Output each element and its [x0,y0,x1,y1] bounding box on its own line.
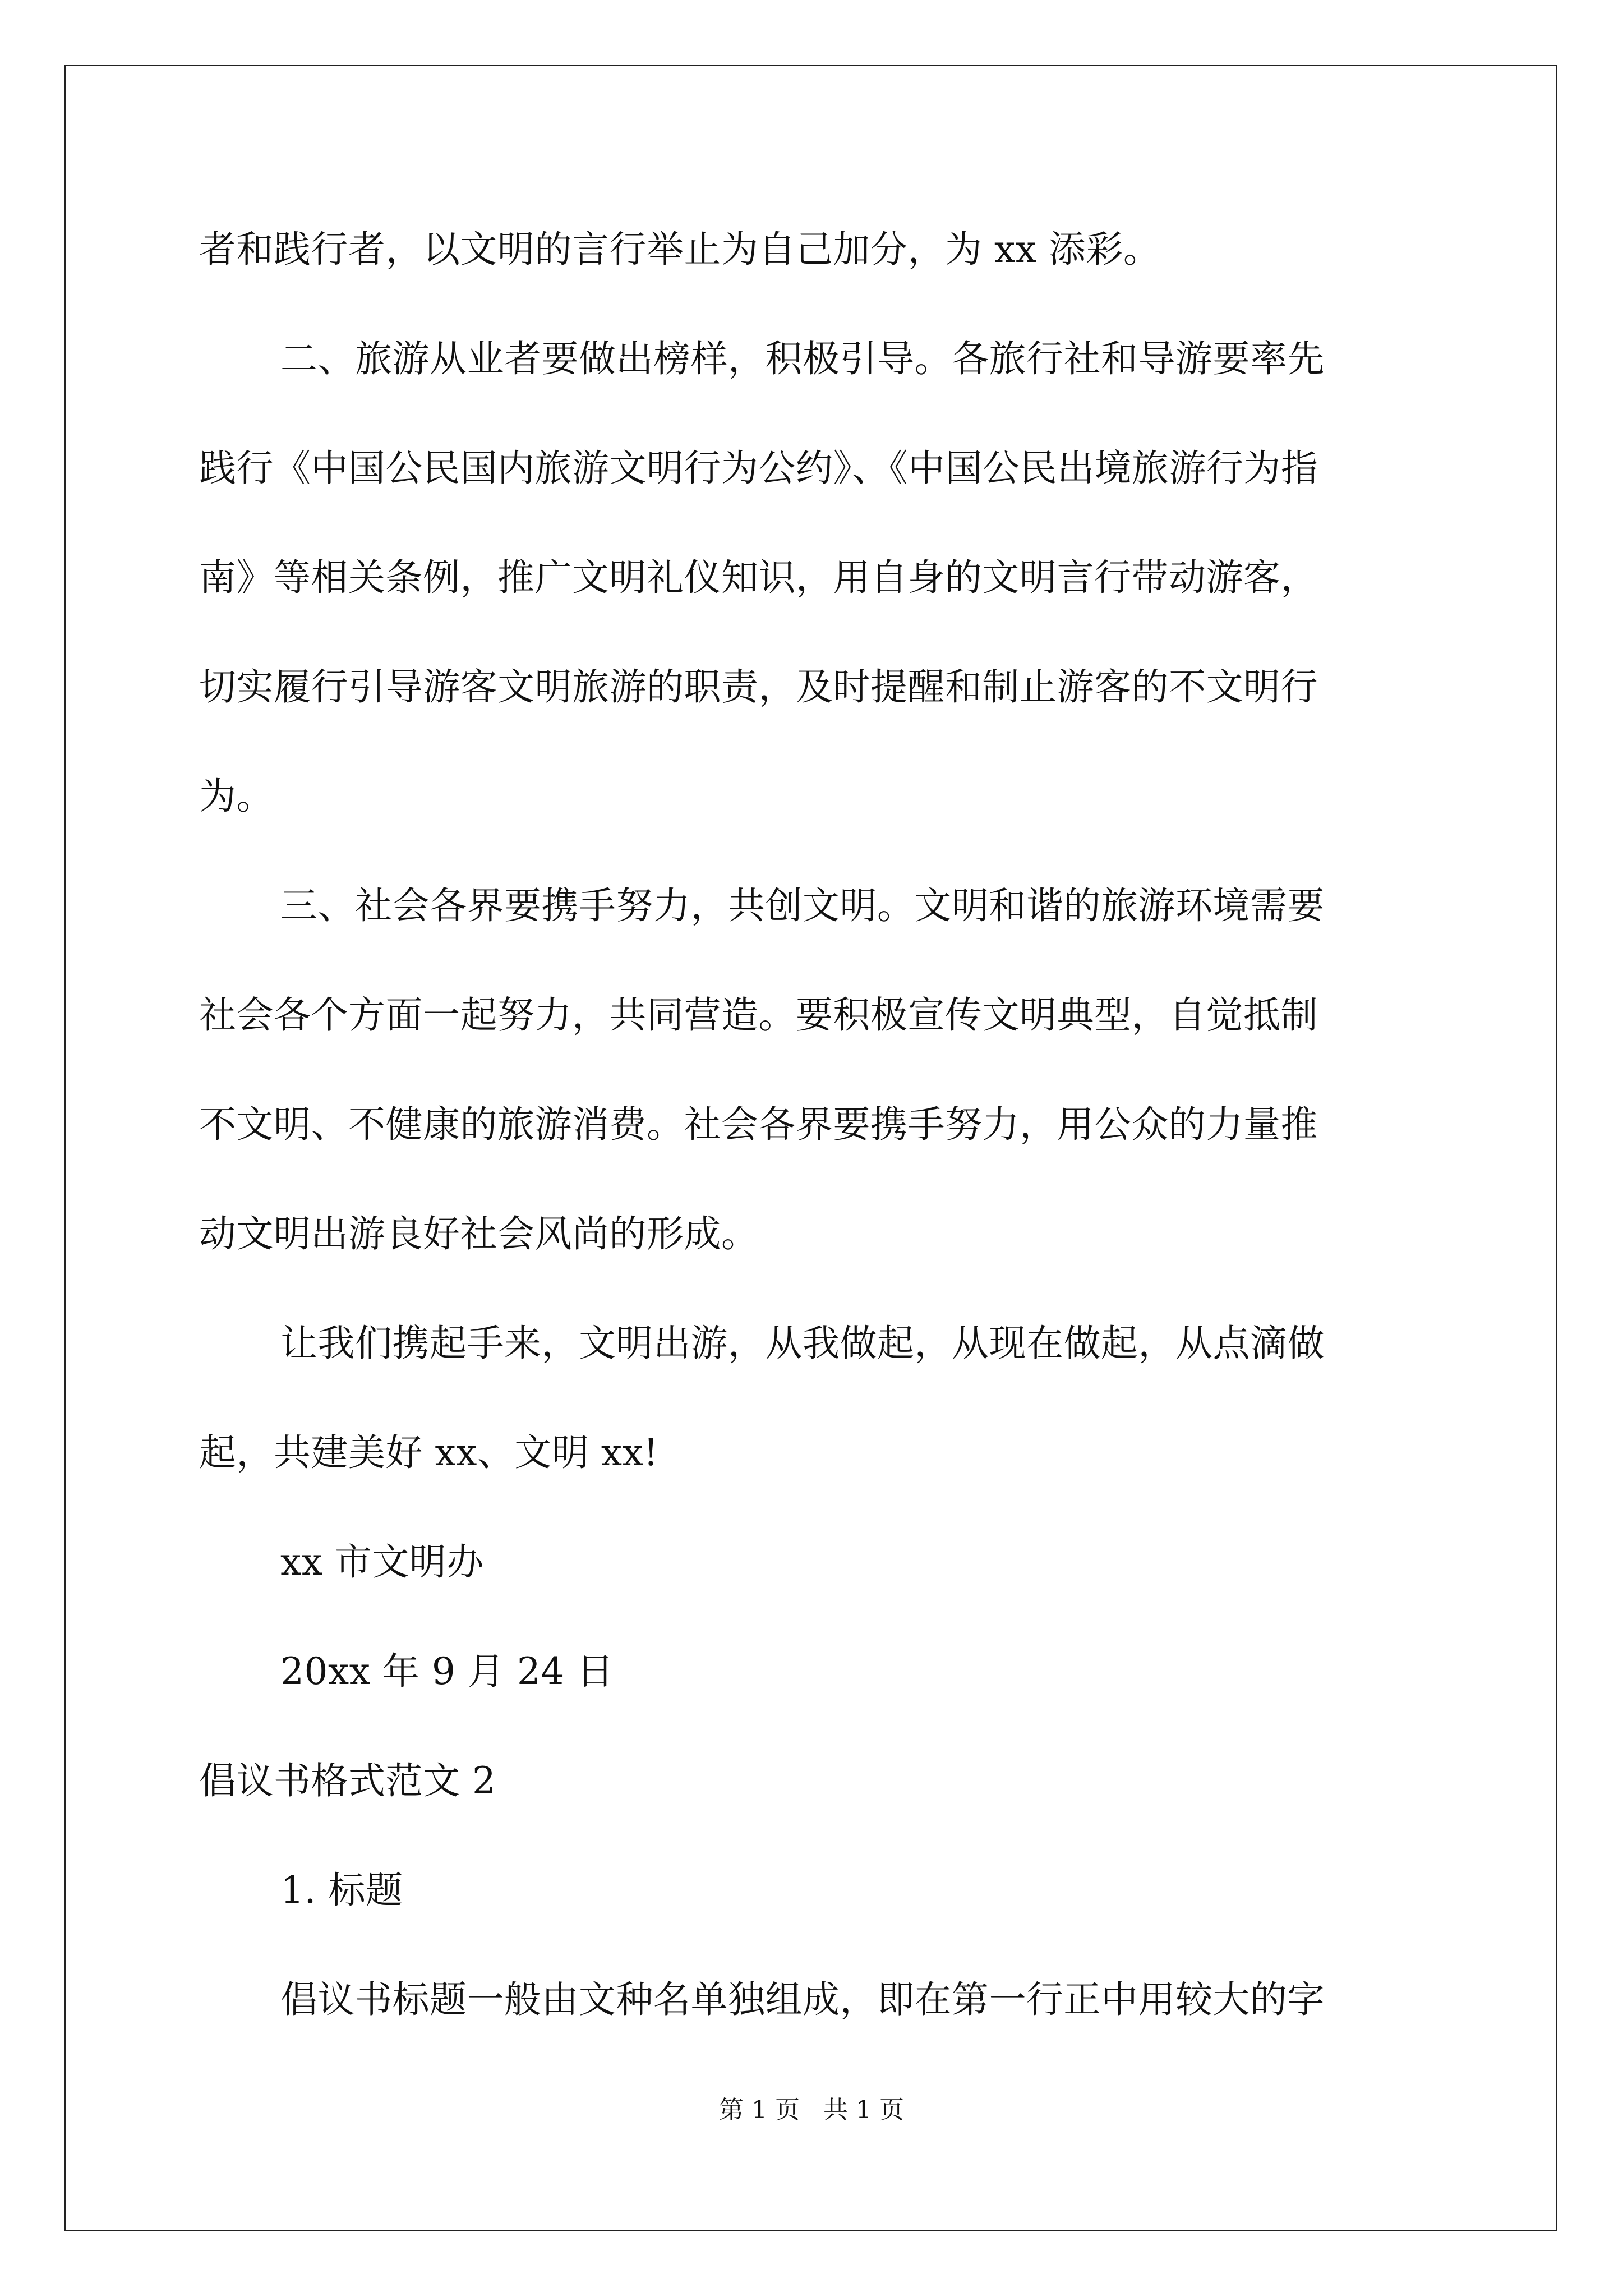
paragraph-line: 三、社会各界要携手努力，共创文明。文明和谐的旅游环境需要 [280,884,1325,927]
paragraph-line: 社会各个方面一起努力，共同营造。要积极宣传文明典型，自觉抵制 [199,993,1318,1037]
paragraph-line: 二、旅游从业者要做出榜样，积极引导。各旅行社和导游要率先 [280,337,1325,380]
date-line: 20xx 年 9 月 24 日 [280,1650,614,1693]
page-footer: 第 1 页 共 1 页 [719,2096,904,2124]
paragraph-line: 践行《中国公民国内旅游文明行为公约》、《中国公民出境旅游行为指 [199,447,1318,490]
paragraph-line: 不文明、不健康的旅游消费。社会各界要携手努力，用公众的力量推 [199,1103,1318,1146]
section-heading: 倡议书格式范文 2 [199,1759,496,1802]
paragraph-line: 切实履行引导游客文明旅游的职责，及时提醒和制止游客的不文明行 [199,665,1318,708]
paragraph-line: 动文明出游良好社会风尚的形成。 [199,1212,759,1255]
paragraph-line: 起，共建美好 xx、文明 xx! [199,1431,659,1474]
paragraph-line: 倡议书标题一般由文种名单独组成，即在第一行正中用较大的字 [280,1978,1325,2021]
paragraph-line: 南》等相关条例，推广文明礼仪知识，用自身的文明言行带动游客， [199,556,1318,599]
paragraph-line: 让我们携起手来，文明出游，从我做起，从现在做起，从点滴做 [280,1322,1325,1365]
paragraph-line: 者和践行者，以文明的言行举止为自己加分，为 xx 添彩。 [199,228,1161,271]
subheading: 1. 标题 [280,1869,403,1912]
signature-line: xx 市文明办 [280,1540,484,1584]
paragraph-line: 为。 [199,775,274,818]
